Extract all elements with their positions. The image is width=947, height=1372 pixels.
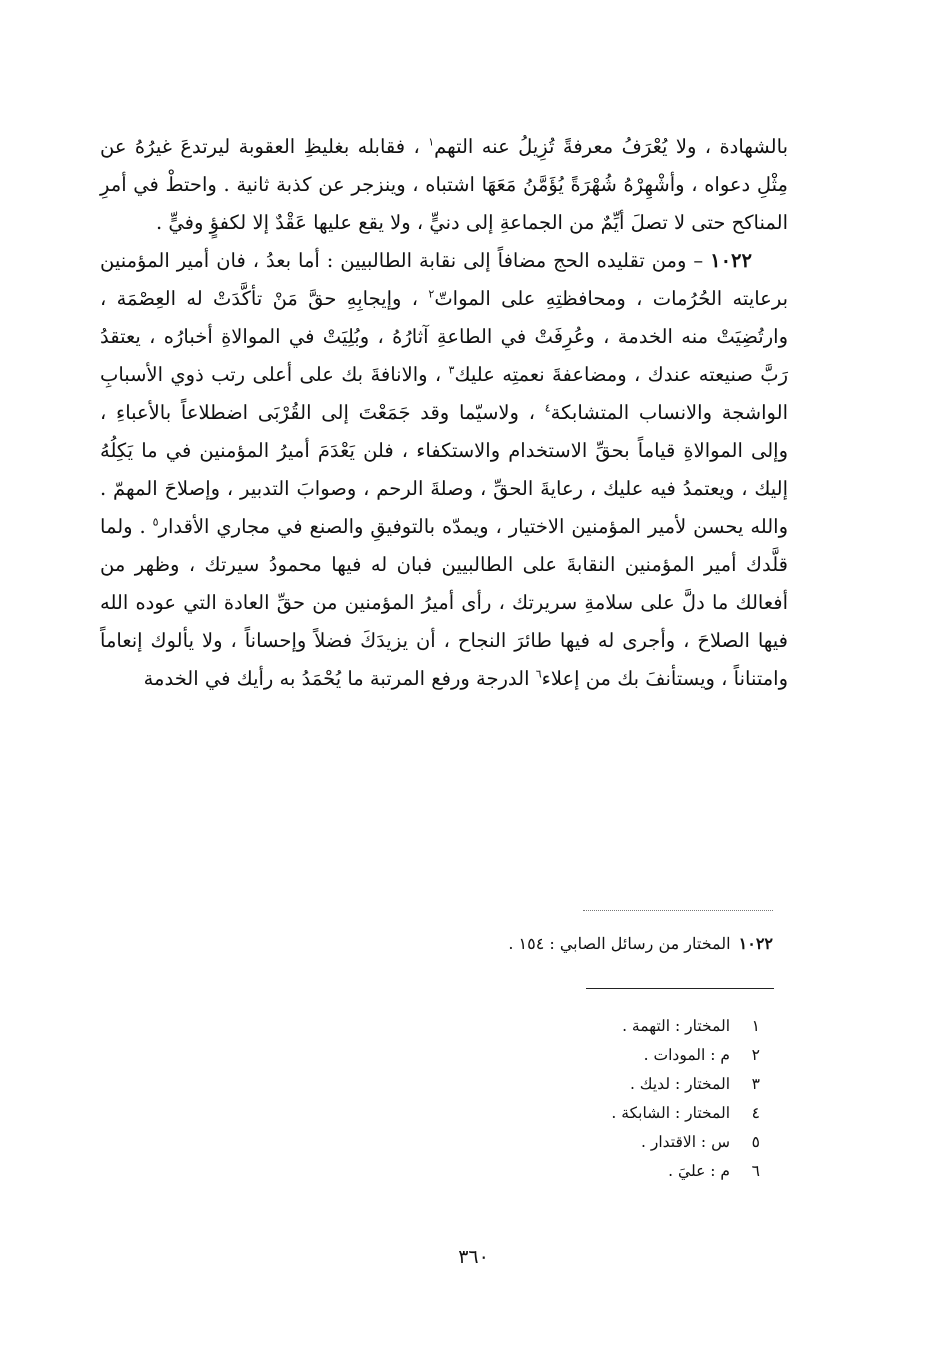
footnote-marker: ٥ bbox=[152, 515, 159, 529]
footnote-item bbox=[611, 1128, 760, 1157]
footnote-text: م : عليَ . bbox=[668, 1162, 730, 1180]
footnote-number: ٣ bbox=[751, 1075, 760, 1093]
source-text: المختار من رسائل الصابي : ١٥٤ . bbox=[508, 934, 731, 953]
footnote-number: ٥ bbox=[751, 1133, 760, 1151]
entry-number: ١٠٢٢ bbox=[710, 249, 752, 272]
footnote-text: المختار : التهمة . bbox=[622, 1017, 730, 1035]
text-run: . ولما قلَّدك أمير المؤمنين النقابةَ على الطالبيين فبان له فيها محمودُ سيرتك ، وظهر من أفعالك ما دلَّ على سلامةِ سريرتك ، رأى أميرُ المؤمنين من حقِّ العادة التي عوده الله فيها الصلاحَ ، وأجرى له فيها طائرَ النجاح ، أن يزيدَكَ فضلاً وإحساناً ، ولا يألوك إنعاماً وامتناناً ، ويستأنفَ بك من إعلاء bbox=[100, 515, 788, 690]
footnote-marker: ٦ bbox=[535, 667, 542, 681]
text-run: ، ولاسيّما وقد جَمَعْتَ إلى القُرْبَى اضطلاعاً بالأعباءِ ، وإلى الموالاةِ قياماً بحقِّ الاستخدام والاستكفاء ، فلن يَعْدَمَ أميرُ المؤمنين في ما يَكِلُهُ إليك ، ويعتمدُ فيه عليك ، رعايةَ الحقِّ ، وصلةَ الرحم ، وصوابَ التدبير ، وإصلاحَ المهمّ . والله يحسن لأمير المؤمنين الاختيار ، ويمدّه بالتوفيقِ والصنع في مجاري الأقدار bbox=[100, 401, 789, 538]
footnotes-list bbox=[611, 1012, 760, 1186]
footnote-text: س : الاقتدار . bbox=[640, 1133, 730, 1151]
footnote-text: المختار : الشابكة . bbox=[611, 1104, 730, 1122]
text-run: ، وإيجابِهِ حقَّ مَنْ تأكَّدَتْ له العِصْمَة ، وارتُضِيَتْ منه الخدمة ، وعُرِفَتْ في الطاعةِ آثارُهُ ، وبُلِيَتْ في الموالاةِ أخبارُه ، يعتقدُ رَبَّ صنيعته عندك ، ومضاعفةَ نعمتِه عليك bbox=[100, 287, 788, 386]
footnote-item bbox=[611, 1070, 760, 1099]
footnote-number: ٢ bbox=[751, 1046, 760, 1064]
text-run: بالشهادة ، ولا يُعْرَفُ معرفةً تُزِيلُ عنه التهم bbox=[434, 135, 788, 158]
text-run: ، فقابله بغليظِ العقوبة ليرتدعَ غيرُهُ عن مِثْلِ دعواه ، وأشْهِرْهُ شُهْرَةً يُؤَمَّنُ مَعَهَا اشتباه ، وينزجر عن كذبة ثانية . واحتطْ في أمرِ المناكح حتى لا تصلَ أيِّمٌ من الجماعةِ إلى دنيٍّ ، ولا يقع عليها عَقْدٌ إلا لكفؤٍ وفيٍّ . bbox=[100, 135, 788, 234]
text-run: – ومن تقليده الحج مضافاً إلى نقابة الطالبيين : أما بعدُ ، فان أمير المؤمنين برعايته الحُرُمات ، ومحافظتِهِ على المواتّ bbox=[100, 249, 789, 310]
paragraph-continuation bbox=[100, 128, 788, 242]
footnote-item bbox=[611, 1012, 760, 1041]
dotted-divider bbox=[583, 910, 773, 911]
text-run: الدرجة ورفع المرتبة ما يُحْمَدُ به رأيك في الخدمة bbox=[143, 667, 536, 690]
source-entry-number: ١٠٢٢ bbox=[738, 934, 773, 953]
footnote-divider bbox=[586, 988, 774, 989]
paragraph-entry-1022 bbox=[100, 242, 788, 698]
footnote-marker: ٤ bbox=[544, 401, 551, 415]
footnote-number: ٤ bbox=[751, 1104, 760, 1122]
footnote-marker: ١ bbox=[428, 135, 435, 149]
footnote-text: المختار : لديك . bbox=[629, 1075, 730, 1093]
page-number: ٣٦٠ bbox=[458, 1246, 489, 1268]
footnote-item bbox=[611, 1157, 760, 1186]
main-text bbox=[100, 128, 788, 698]
footnote-text: م : المودات . bbox=[643, 1046, 730, 1064]
text-run: ، والانافةَ بك على أعلى رتب ذوي الأسبابِ الواشجة والانساب المتشابكة bbox=[100, 363, 788, 424]
footnote-number: ٦ bbox=[751, 1162, 760, 1180]
footnote-item bbox=[611, 1099, 760, 1128]
source-reference bbox=[508, 932, 773, 956]
footnote-item bbox=[611, 1041, 760, 1070]
footnote-marker: ٣ bbox=[448, 363, 455, 377]
footnote-number: ١ bbox=[751, 1017, 760, 1035]
footnote-marker: ٢ bbox=[428, 287, 435, 301]
